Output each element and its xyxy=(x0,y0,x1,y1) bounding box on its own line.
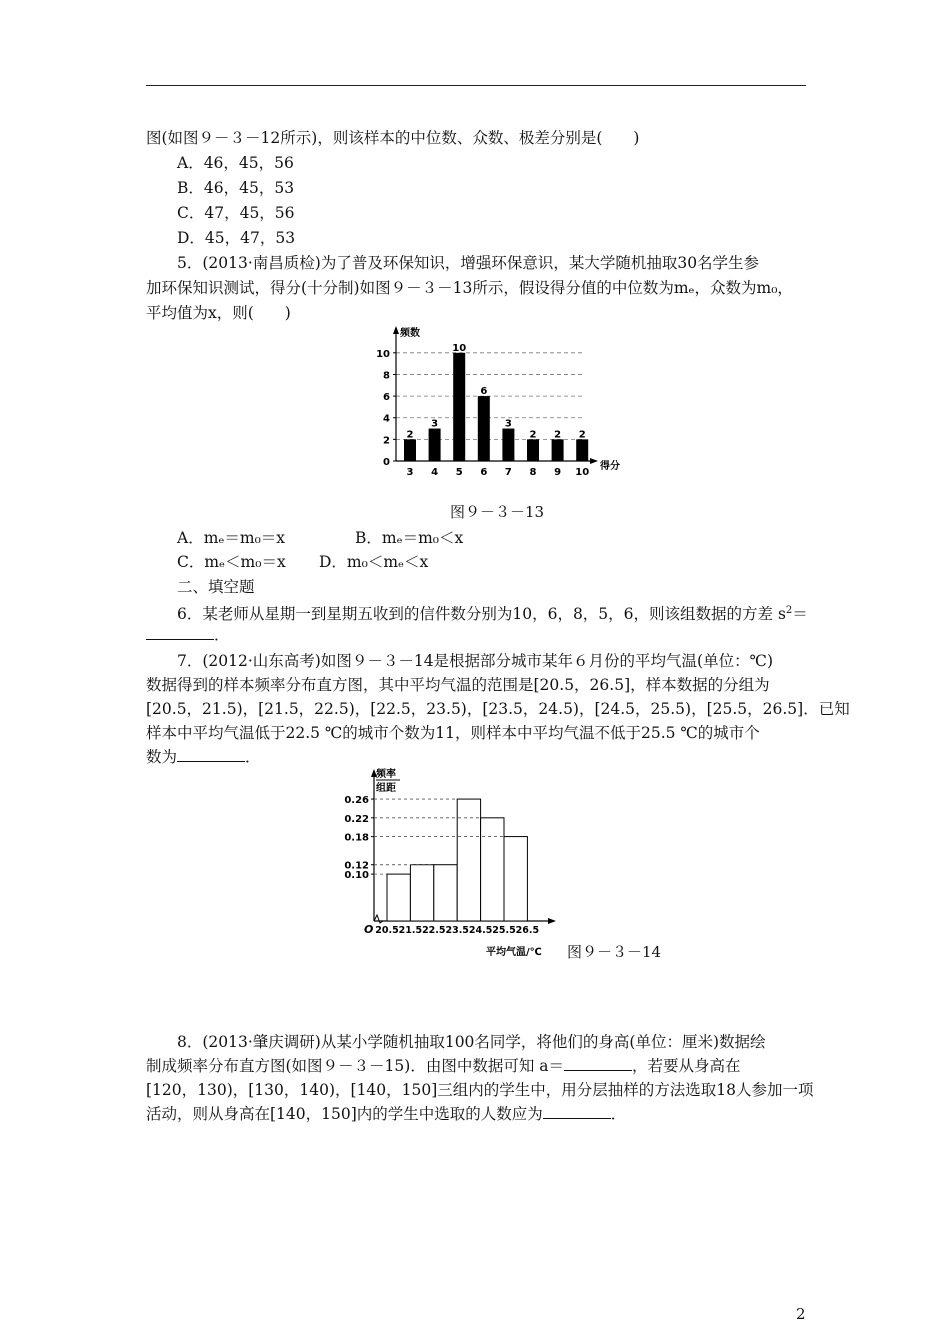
axis-break-mark xyxy=(374,915,383,923)
section-heading: 二、填空题 xyxy=(177,578,255,596)
y-tick-label: 0.12 xyxy=(344,860,369,872)
q7-line-4: 样本中平均气温低于22.5 ℃的城市个数为11，则样本中平均气温不低于25.5 ℃的城市个 xyxy=(146,724,760,742)
x-tick-label: 7 xyxy=(504,467,512,478)
y-tick-label: 2 xyxy=(383,435,390,447)
q5-line-3: 平均值为x，则( ) xyxy=(146,304,291,322)
histogram-bar xyxy=(434,865,457,921)
bar xyxy=(502,429,514,461)
q7-line-1: 7．(2012·山东高考)如图９－３－14是根据部分城市某年６月份的平均气温(单位：℃) xyxy=(177,652,773,670)
q5-line-2: 加环保知识测试，得分(十分制)如图９－３－13所示，假设得分值的中位数为mₑ，众数为m₀， xyxy=(146,279,793,297)
histogram-bar xyxy=(387,874,410,921)
x-tick-label: 6 xyxy=(480,467,488,478)
bar-value-label: 3 xyxy=(431,418,439,430)
bar xyxy=(552,439,564,461)
score-frequency-bar-chart xyxy=(356,322,626,494)
bar-value-label: 3 xyxy=(504,418,512,430)
x-axis-arrow xyxy=(548,918,556,924)
bar xyxy=(429,429,441,461)
y-tick-label: 4 xyxy=(383,413,390,425)
x-tick-label: 8 xyxy=(529,467,537,478)
histogram-bar xyxy=(481,818,504,921)
q8-answer-blank[interactable] xyxy=(543,1104,611,1119)
header-rule xyxy=(146,85,806,86)
y-tick-label: 0.22 xyxy=(344,813,369,825)
q4-option-a: A．46，45，56 xyxy=(177,154,294,172)
x-tick-label: 23.5 xyxy=(445,925,469,936)
x-tick-label: 20.5 xyxy=(375,925,399,936)
y-axis-label-bottom: 组距 xyxy=(376,783,396,794)
q8-line-3: [120，130)，[130，140)，[140，150]三组内的学生中，用分层抽样的方法选取18人参加一项 xyxy=(146,1081,814,1099)
bar-value-label: 2 xyxy=(406,429,414,441)
bar-value-label: 2 xyxy=(554,429,562,441)
y-tick-label: 6 xyxy=(383,392,390,404)
bar-value-label: 2 xyxy=(529,429,537,441)
y-axis-arrow xyxy=(393,326,399,334)
q5-option-c: C．mₑ＜m₀＝x xyxy=(177,553,286,571)
x-tick-label: 25.5 xyxy=(492,925,516,936)
temperature-histogram xyxy=(334,765,584,963)
figure-14-caption: 图９－３－14 xyxy=(567,943,662,961)
x-tick-label: 5 xyxy=(455,467,463,478)
figure-13-caption: 图９－３－13 xyxy=(450,503,545,521)
q8-a-blank[interactable] xyxy=(564,1056,632,1071)
bar-value-label: 2 xyxy=(578,429,586,441)
y-tick-label: 10 xyxy=(376,348,390,360)
q8-line-2: 制成频率分布直方图(如图９－３－15)．由图中数据可知 a＝ ，若要从身高在 xyxy=(146,1057,741,1075)
q7-line-3: [20.5，21.5)，[21.5，22.5)，[22.5，23.5)，[23.5，24.5)，[24.5，25.5)，[25.5，26.5]．已知 xyxy=(146,700,850,718)
x-tick-label: 3 xyxy=(406,467,414,478)
q5-option-b: B．mₑ＝m₀＜x xyxy=(355,529,464,547)
q8-line-4: 活动，则从身高在[140，150]内的学生中选取的人数应为 ． xyxy=(146,1105,627,1123)
bar-value-label: 10 xyxy=(452,342,467,354)
q7-line-2: 数据得到的样本频率分布直方图，其中平均气温的范围是[20.5，26.5]，样本数据的分组为 xyxy=(146,676,770,694)
q7-answer-blank[interactable] xyxy=(177,747,245,762)
q6-answer-line: ． xyxy=(146,625,230,645)
x-tick-label: 22.5 xyxy=(422,925,446,936)
y-tick-label: 0 xyxy=(383,457,390,468)
x-tick-label: 24.5 xyxy=(468,925,493,936)
x-tick-label: 4 xyxy=(431,467,439,478)
q7-line-5: 数为 ． xyxy=(146,748,261,766)
q6-line-1: 6．某老师从星期一到星期五收到的信件数分别为10，6，8，5，6，则该组数据的方差 $s^2=$ xyxy=(177,605,808,624)
q4-option-c: C．47，45，56 xyxy=(177,204,295,222)
x-tick-label: 10 xyxy=(575,467,590,478)
bar xyxy=(453,353,465,461)
x-tick-label: 21.5 xyxy=(398,925,423,936)
bar xyxy=(576,439,588,461)
q4-option-b: B．46，45，53 xyxy=(177,179,295,197)
q5-line-1: 5．(2013·南昌质检)为了普及环保知识，增强环保意识，某大学随机抽取30名学生参 xyxy=(177,254,760,272)
histogram-bar xyxy=(504,837,527,921)
origin-label: O xyxy=(364,923,374,936)
x-axis-label: 平均气温/℃ xyxy=(486,947,542,958)
q4-text: 图(如图９－３－12所示)，则该样本的中位数、众数、极差分别是( ) xyxy=(146,129,640,147)
q4-option-d: D．45，47，53 xyxy=(177,229,296,247)
y-axis-label-top: 频率 xyxy=(376,769,396,780)
q6-answer-blank[interactable] xyxy=(146,625,214,640)
y-tick-label: 0.26 xyxy=(344,795,369,807)
y-axis-label: 频数 xyxy=(400,328,420,339)
bar xyxy=(478,396,490,461)
q5-option-a: A．mₑ＝m₀＝x xyxy=(177,529,286,547)
bar xyxy=(404,439,416,461)
y-tick-label: 8 xyxy=(383,370,390,382)
page-number: 2 xyxy=(796,1305,806,1323)
x-axis-arrow xyxy=(590,458,598,464)
x-axis-label: 得分 xyxy=(600,461,620,472)
y-tick-label: 0.18 xyxy=(344,832,369,844)
q8-line-1: 8．(2013·肇庆调研)从某小学随机抽取100名同学，将他们的身高(单位：厘米)数据绘 xyxy=(177,1033,766,1051)
q5-option-d: D．m₀＜mₑ＜x xyxy=(319,553,429,571)
x-tick-label: 26.5 xyxy=(515,925,540,936)
bar-value-label: 6 xyxy=(480,386,488,398)
x-tick-label: 9 xyxy=(554,467,562,478)
bar xyxy=(527,439,539,461)
histogram-bar xyxy=(410,865,433,921)
histogram-bar xyxy=(457,799,480,921)
y-tick-label: 0.10 xyxy=(344,870,369,882)
